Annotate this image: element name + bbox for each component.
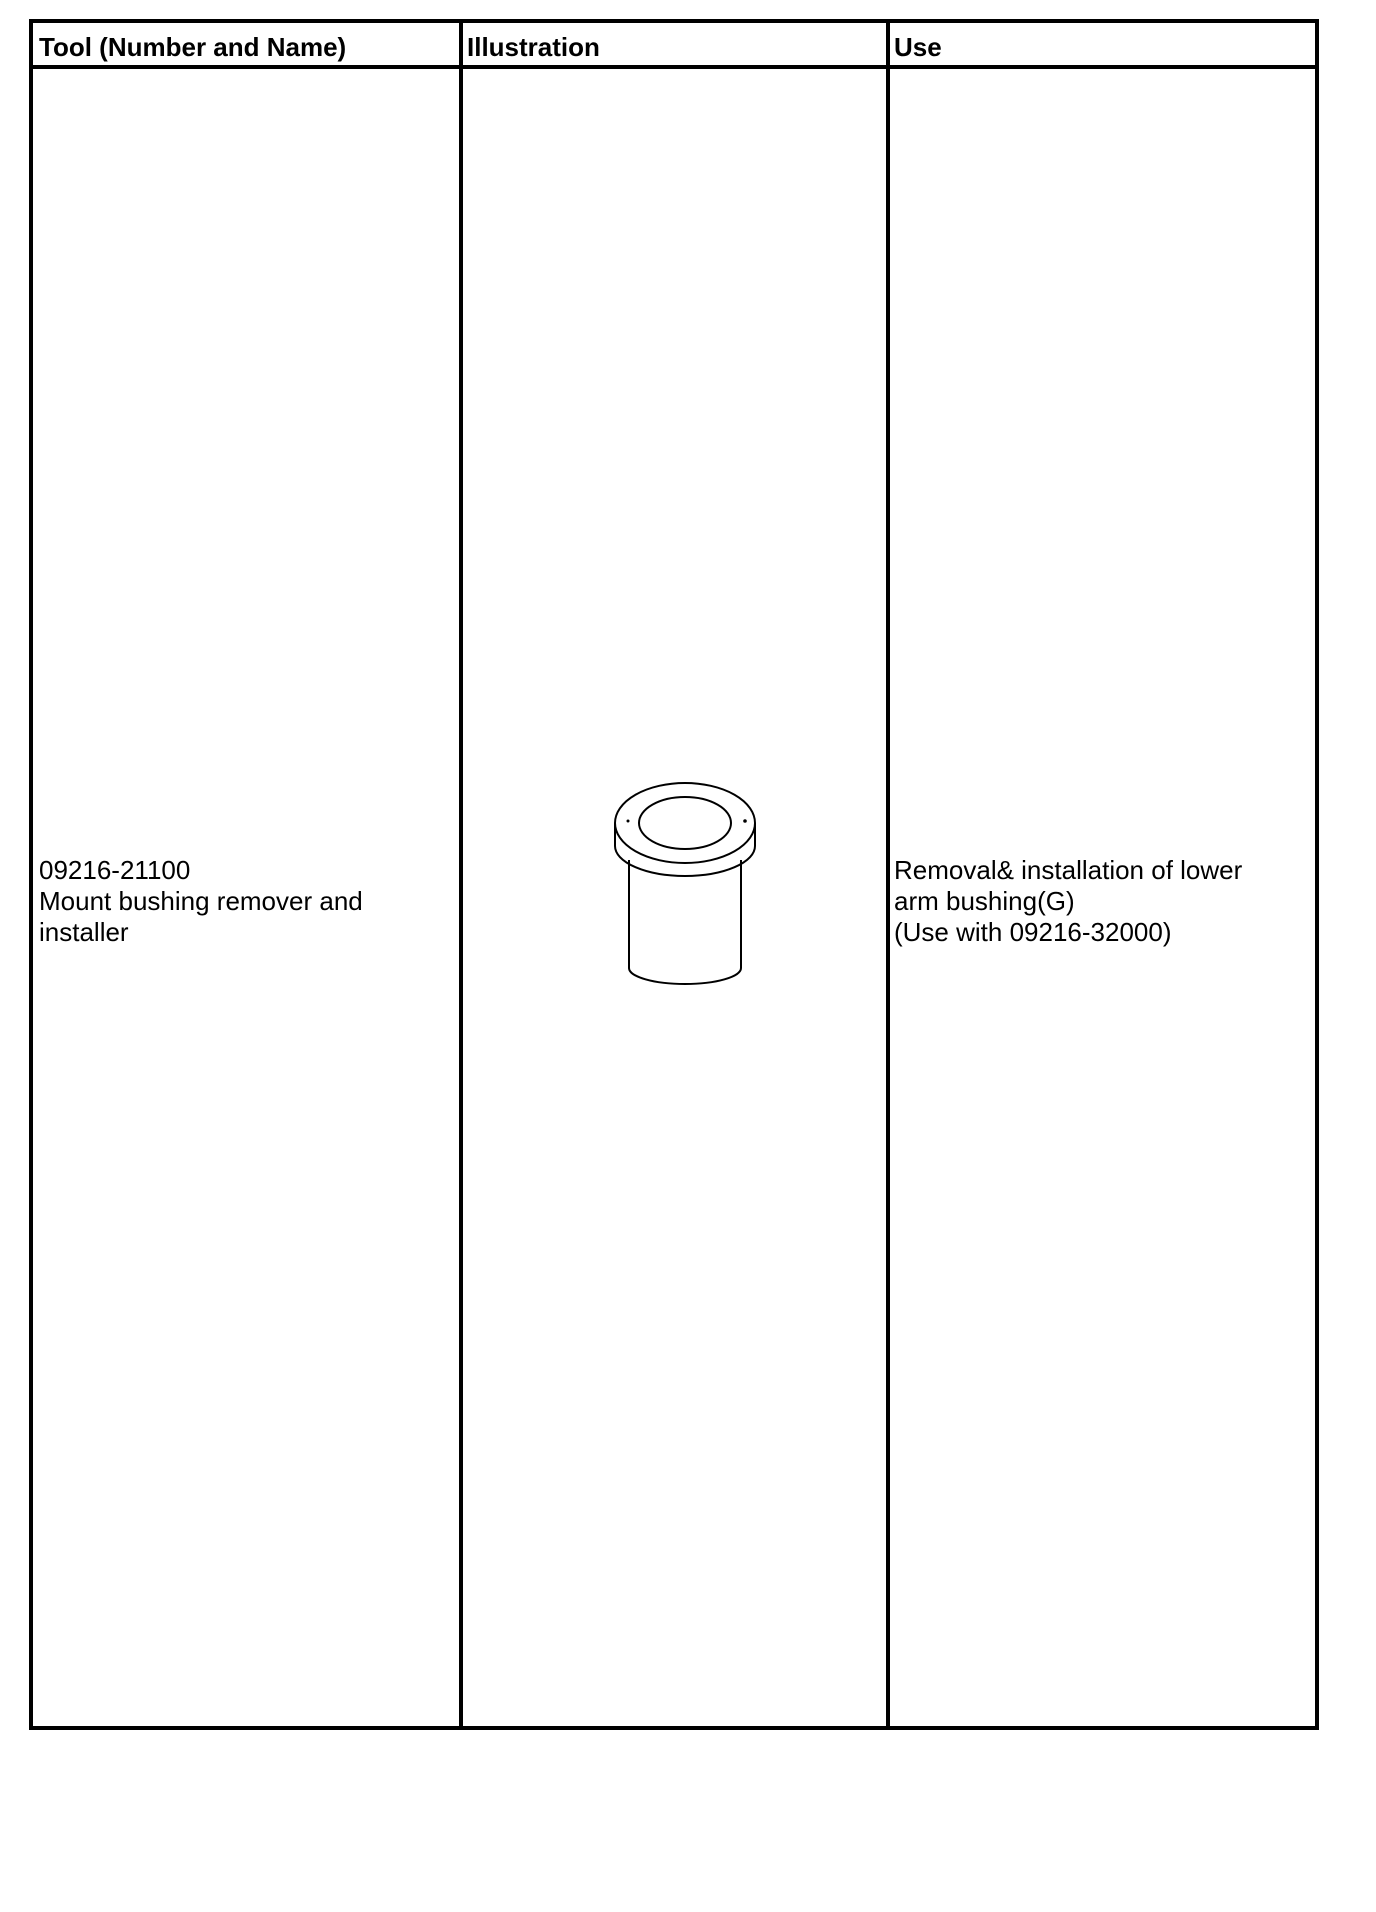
flange-top [615,783,755,863]
header-illustration: Illustration [467,32,600,62]
use-cell [894,855,1242,948]
cylinder-body [629,860,741,984]
use-line: arm bushing(G) [894,886,1075,916]
header-tool: Tool (Number and Name) [39,32,347,62]
flange-dot [743,819,747,823]
tool-name-line: installer [39,917,129,947]
header-use: Use [894,32,942,62]
bushing-tool-illustration [605,768,765,998]
flange-dot [627,820,630,823]
tool-number: 09216-21100 [39,855,191,885]
tool-name-line: Mount bushing remover and [39,886,363,916]
use-line: (Use with 09216-32000) [894,917,1172,947]
inner-recess [639,797,731,849]
use-line: Removal& installation of lower [894,855,1243,885]
column-divider [459,23,463,1726]
column-divider [886,23,890,1726]
special-tool-table [29,19,1319,1730]
table-header-row [33,23,1315,69]
tool-cell [39,855,363,948]
